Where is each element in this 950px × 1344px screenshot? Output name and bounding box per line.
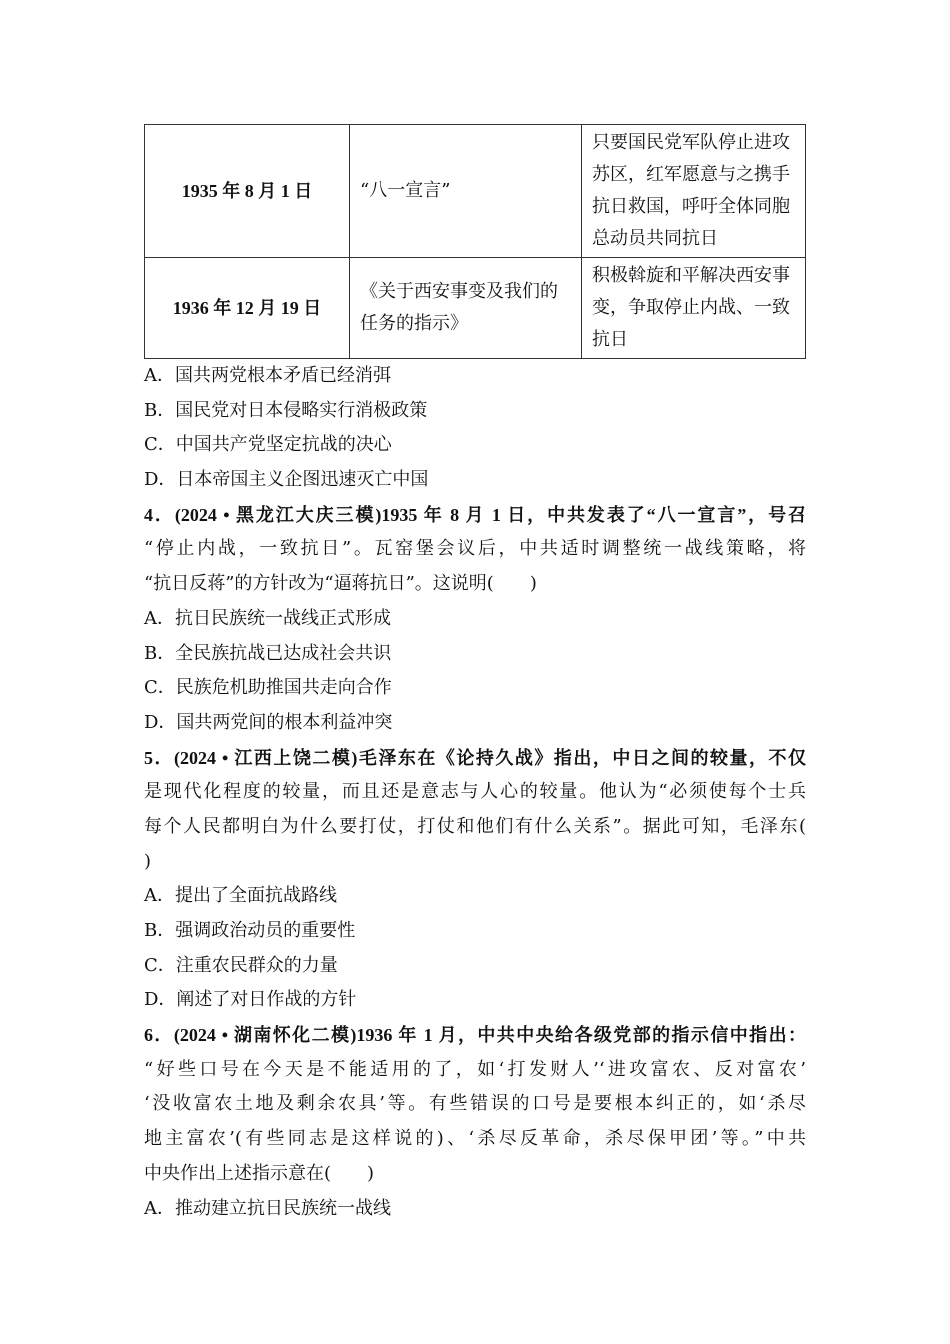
row1-desc-line: 总动员共同抗日: [592, 228, 718, 249]
row1-date: 1935 年 8 月 1 日: [145, 125, 350, 258]
q3-option-b: B．国民党对日本侵略实行消极政策: [144, 399, 428, 421]
q3-options: [144, 359, 806, 498]
q4-option-c: C．民族危机助推国共走向合作: [144, 677, 392, 699]
q4-option-a: A．抗日民族统一战线正式形成: [144, 607, 391, 629]
q4-option-d: D．国共两党间的根本利益冲突: [144, 711, 393, 733]
row1-description: [582, 125, 806, 258]
row2-doc-line: 任务的指示》: [360, 313, 468, 334]
row1-desc-line: 只要国民党军队停止进攻: [592, 132, 790, 153]
q5-stem-line: ): [144, 850, 152, 872]
table-row: [145, 125, 806, 258]
q5-stem-line: 每个人民都明白为什么要打仗，打仗和他们有什么关系”。据此可知，毛泽东(: [144, 815, 806, 837]
q6-stem-line: “好些口号在今天是不能适用的了，如‘打发财人’‘进攻富农、反对富农’: [144, 1058, 806, 1080]
history-table: [144, 124, 806, 359]
q6-stem-line: 中央作出上述指示意在( ): [144, 1162, 375, 1184]
row2-doc-line: 《关于西安事变及我们的: [360, 281, 558, 302]
row1-desc-line: 抗日救国，呼吁全体同胞: [592, 196, 790, 217]
q6-stem-line: ‘没收富农土地及剩余农具’等。有些错误的口号是要根本纠正的，如‘杀尽: [144, 1093, 806, 1115]
q5-option-a: A．提出了全面抗战路线: [144, 885, 337, 907]
question-5: [144, 741, 806, 1019]
page-content: [144, 124, 806, 1226]
row2-document: [350, 258, 582, 359]
q5-stem-line: 是现代化程度的较量，而且还是意志与人心的较量。他认为“必须使每个士兵: [144, 781, 806, 803]
q4-stem-line: “抗日反蒋”的方针改为“逼蒋抗日”。这说明( ): [144, 573, 537, 595]
q6-option-a: A．推动建立抗日民族统一战线: [144, 1197, 391, 1219]
q3-option-a: A．国共两党根本矛盾已经消弭: [144, 365, 391, 386]
q5-option-b: B．强调政治动员的重要性: [144, 920, 356, 941]
q5-stem-line: 5．(2024 • 江西上饶二模)毛泽东在《论持久战》指出，中日之间的较量，不仅: [144, 747, 806, 768]
row2-desc-line: 积极斡旋和平解决西安事: [592, 265, 790, 286]
q6-stem-line: 6．(2024 • 湖南怀化二模)1936 年 1 月，中共中央给各级党部的指示信中指出：: [144, 1025, 806, 1046]
q3-option-d: D．日本帝国主义企图迅速灭亡中国: [144, 469, 429, 491]
q3-option-c: C．中国共产党坚定抗战的决心: [144, 434, 392, 456]
question-6: [144, 1018, 806, 1226]
q5-option-c: C．注重农民群众的力量: [144, 954, 338, 976]
table-row: [145, 258, 806, 359]
q4-stem-line: “停止内战，一致抗日”。瓦窑堡会议后，中共适时调整统一战线策略，将: [144, 538, 806, 560]
q4-stem-line: 4．(2024 • 黑龙江大庆三模)1935 年 8 月 1 日，中共发表了“八一宣言”，号召: [144, 504, 806, 525]
question-4: [144, 498, 806, 741]
q6-stem-line: 地主富农’(有些同志是这样说的)、‘杀尽反革命，杀尽保甲团’等。”中共: [144, 1128, 806, 1150]
row1-desc-line: 苏区，红军愿意与之携手: [592, 164, 790, 185]
row2-desc-line: 变，争取停止内战、一致: [592, 297, 790, 318]
row1-document: “八一宣言”: [350, 125, 582, 258]
q4-option-b: B．全民族抗战已达成社会共识: [144, 642, 392, 664]
row2-desc-line: 抗日: [592, 329, 628, 350]
row2-description: [582, 258, 806, 359]
row2-date: 1936 年 12 月 19 日: [145, 258, 350, 359]
q5-option-d: D．阐述了对日作战的方针: [144, 989, 357, 1011]
